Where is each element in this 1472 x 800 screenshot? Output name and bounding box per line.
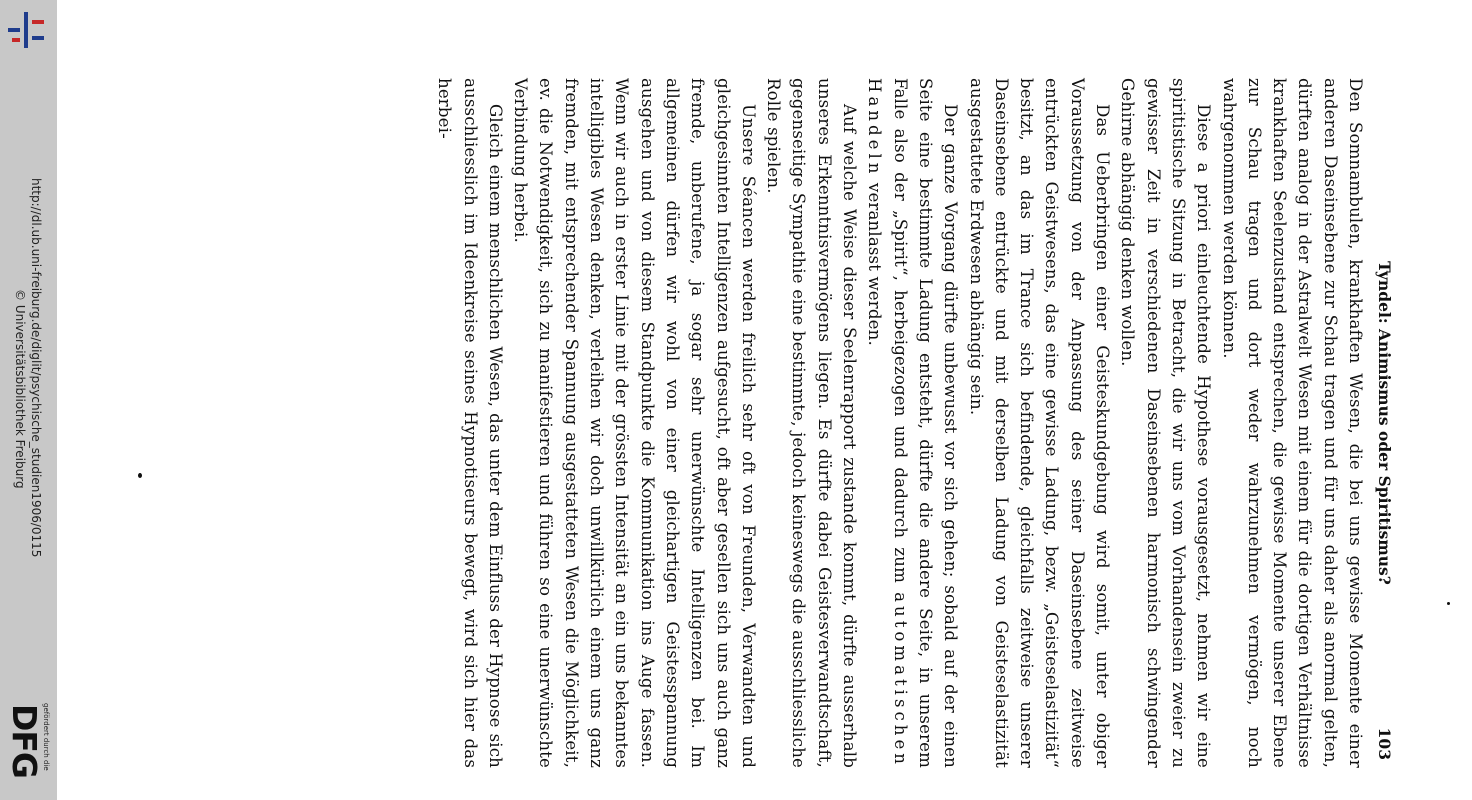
paragraph-tail: veranlasst werden. [865,177,885,346]
paragraph: Den Somnambulen, krankhaften Wesen, die bei uns gewisse Momente einer anderen Daseinsebene zur Schau tragen und für uns daher als anormal gelten, dürften analog in der Astralwelt Wesen mit einem für die dortigen Verhältnisse krankhaften Seelenzustand entsprechen, die gewisse Momente unserer Ebene zur Schau tragen und dort weder wahrzunehmen vermögen, noch wahrgenommen werden können. [1219,78,1365,768]
copyright-notice: © Universitätsbibliothek Freiburg [13,289,27,489]
paragraph: Das Ueberbringen einer Geisteskundgebung wird somit, unter obiger Voraussetzung von der Anpassung des seiner Daseinsebene zeitweise entrückten Geistwesens, das eine gewisse Ladung, bezw. „Geisteselastizität“ besitzt, an das im Trance sich befindende, gleichfalls zeitweise unserer Daseinsebene entrückte und mit derselben Ladung von Geisteselastizität ausgestattete Erdwesen abhängig sein. [966,78,1113,768]
paragraph: Diese a priori einleuchtende Hypothese vorausgesetzt, nehmen wir eine spiritistische Sitzung in Betracht, die wir uns vom Vorhandensein zweier zu gewisser Zeit in verschiedenen Daseinsebenen harmonisch schwingender Gehirne abhängig denken wollen. [1118,78,1214,768]
paragraph-text: Der ganze Vorgang dürfte unbewusst vor sich gehen; sobald auf der einen Seite eine bestimmte Ladung entsteht, dürfte die andere Seite, in unserem Falle also der „Spirit“, herbeigezogen und dadurch zum [890,78,961,768]
page-body [432,78,1368,768]
paragraph: Unsere Séancen werden freilich sehr oft von Freunden, Verwandten und gleichgesinnten Intelligenzen aufgesucht, oft aber gesellen sich uns auch ganz fremde, unberufene, ja sogar sehr unerwünschte Intelligenzen bei. Im allgemeinen dürfen wir wohl von einer gleichartigen Geistesspannung ausgehen und von diesem Standpunkte die Kommunikation ins Auge fassen. Wenn wir auch in erster Linie mit der grössten Intensität an ein uns bekanntes intelligibles Wesen denken, verleihen wir doch unwillkürlich einem uns ganz fremden, mit entsprechender Spannung ausgestatteten Wesen die Möglichkeit, ev. die Notwendigkeit, sich zu manifestieren und führen so eine unerwünschte Verbindung herbei. [511,78,758,768]
scanned-page [203,78,1398,768]
spaced-emphasis: automatischen Handeln [865,78,910,768]
page-header [1368,78,1398,768]
paragraph: Gleich einem menschlichen Wesen, das unter dem Einfluss der Hypnose sich ausschliesslich im Ideenkreise seines Hypnotiseurs bewegt, wird sich hier das herbei- [435,78,505,768]
library-sidebar [0,0,57,800]
scan-speck [1447,602,1450,605]
digital-copy-link[interactable]: http://dl.ub.uni-freiburg.de/diglit/psychische_studien1906/0115 [29,178,43,558]
ub-freiburg-logo-icon [4,8,48,52]
paragraph: Auf welche Weise dieser Seelenrapport zustande kommt, dürfte ausserhalb unseres Erkenntnisvermögens liegen. Es dürfte dabei Geistesverwandtschaft, gegenseitige Sympathie eine bestimmte, jedoch keineswegs die ausschliessliche Rolle spielen. [764,78,860,768]
dfg-logo: DFG [5,704,44,779]
scan-speck [138,473,142,478]
funding-note: gefördert durch die [42,703,50,771]
page-number: 103 [1375,727,1394,760]
running-title: Tyndel: Animismus oder Spiritismus? [1375,261,1394,585]
paragraph [862,78,963,768]
